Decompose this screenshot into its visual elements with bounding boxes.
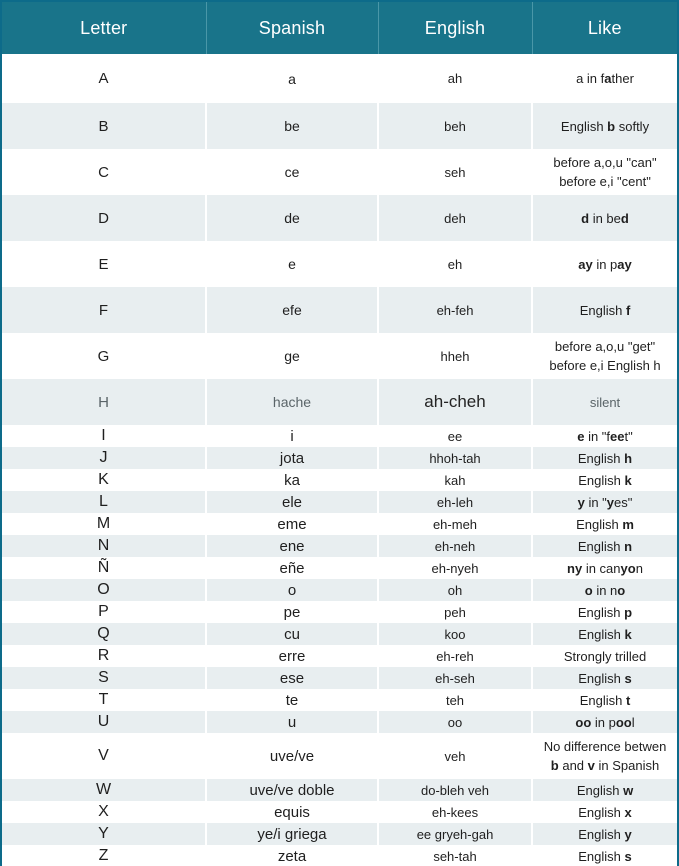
english-cell: veh bbox=[378, 733, 532, 779]
spanish-cell: efe bbox=[206, 287, 378, 333]
english-cell: eh-seh bbox=[378, 667, 532, 689]
letter-cell: C bbox=[2, 149, 206, 195]
letter-cell: X bbox=[2, 801, 206, 823]
like-line: b and v in Spanish bbox=[550, 758, 660, 773]
spanish-cell: hache bbox=[206, 379, 378, 425]
english-cell: eh-feh bbox=[378, 287, 532, 333]
table-row bbox=[2, 579, 677, 601]
spanish-cell: te bbox=[206, 689, 378, 711]
spanish-cell: erre bbox=[206, 645, 378, 667]
spanish-cell: ele bbox=[206, 491, 378, 513]
table-row bbox=[2, 447, 677, 469]
spanish-cell: uve/ve doble bbox=[206, 779, 378, 801]
letter-cell: F bbox=[2, 287, 206, 333]
english-cell: peh bbox=[378, 601, 532, 623]
table-row bbox=[2, 667, 677, 689]
english-cell: deh bbox=[378, 195, 532, 241]
spanish-cell: equis bbox=[206, 801, 378, 823]
letter-cell: I bbox=[2, 425, 206, 447]
like-cell bbox=[532, 333, 677, 379]
spanish-cell: eñe bbox=[206, 557, 378, 579]
english-cell: teh bbox=[378, 689, 532, 711]
like-cell bbox=[532, 513, 677, 535]
english-cell: seh-tah bbox=[378, 845, 532, 866]
letter-cell: S bbox=[2, 667, 206, 689]
like-cell bbox=[532, 711, 677, 733]
like-cell bbox=[532, 557, 677, 579]
letter-cell: U bbox=[2, 711, 206, 733]
like-line: before e,i "cent" bbox=[559, 174, 651, 189]
like-cell bbox=[532, 103, 677, 149]
table-row bbox=[2, 195, 677, 241]
english-cell: hheh bbox=[378, 333, 532, 379]
like-cell bbox=[532, 801, 677, 823]
english-cell: eh-neh bbox=[378, 535, 532, 557]
table-row bbox=[2, 845, 677, 866]
spanish-cell: uve/ve bbox=[206, 733, 378, 779]
like-cell bbox=[532, 425, 677, 447]
table-row bbox=[2, 601, 677, 623]
spanish-cell: ene bbox=[206, 535, 378, 557]
table-row bbox=[2, 425, 677, 447]
like-line: No difference betwen bbox=[543, 739, 667, 754]
like-line: oo in pool bbox=[575, 714, 635, 730]
spanish-cell: ka bbox=[206, 469, 378, 491]
like-cell bbox=[532, 379, 677, 425]
like-line: Strongly trilled bbox=[563, 648, 647, 664]
letter-cell: P bbox=[2, 601, 206, 623]
like-line: before a,o,u "get" bbox=[554, 339, 656, 354]
table-row bbox=[2, 241, 677, 287]
spanish-cell: eme bbox=[206, 513, 378, 535]
like-cell bbox=[532, 779, 677, 801]
spanish-cell: be bbox=[206, 103, 378, 149]
like-cell bbox=[532, 469, 677, 491]
like-line: silent bbox=[589, 394, 621, 410]
like-cell bbox=[532, 491, 677, 513]
english-cell: kah bbox=[378, 469, 532, 491]
table-row bbox=[2, 379, 677, 425]
table-row bbox=[2, 535, 677, 557]
english-cell: koo bbox=[378, 623, 532, 645]
table-body bbox=[2, 54, 677, 866]
like-line: English m bbox=[576, 516, 634, 532]
letter-cell: W bbox=[2, 779, 206, 801]
like-cell bbox=[532, 54, 677, 103]
letter-cell: Z bbox=[2, 845, 206, 866]
english-cell: eh-reh bbox=[378, 645, 532, 667]
header-letter: Letter bbox=[2, 2, 206, 54]
like-line: e in "feet" bbox=[577, 428, 633, 444]
letter-cell: V bbox=[2, 733, 206, 779]
spanish-cell: zeta bbox=[206, 845, 378, 866]
spanish-cell: e bbox=[206, 241, 378, 287]
like-line: ny in canyon bbox=[567, 560, 643, 576]
english-cell: do-bleh veh bbox=[378, 779, 532, 801]
like-line: English b softly bbox=[560, 118, 650, 134]
table-row bbox=[2, 733, 677, 779]
letter-cell: N bbox=[2, 535, 206, 557]
like-line: English x bbox=[578, 804, 632, 820]
letter-cell: M bbox=[2, 513, 206, 535]
header-english: English bbox=[378, 2, 532, 54]
table-row bbox=[2, 103, 677, 149]
english-cell: seh bbox=[378, 149, 532, 195]
like-cell bbox=[532, 287, 677, 333]
like-cell bbox=[532, 601, 677, 623]
like-cell bbox=[532, 535, 677, 557]
spanish-alphabet-table bbox=[2, 2, 677, 866]
letter-cell: T bbox=[2, 689, 206, 711]
like-cell bbox=[532, 241, 677, 287]
like-line: English p bbox=[577, 604, 633, 620]
table-row bbox=[2, 491, 677, 513]
english-cell: oo bbox=[378, 711, 532, 733]
english-cell: ee gryeh-gah bbox=[378, 823, 532, 845]
spanish-cell: u bbox=[206, 711, 378, 733]
like-line: English y bbox=[578, 826, 632, 842]
like-line: English n bbox=[577, 538, 633, 554]
spanish-cell: ye/i griega bbox=[206, 823, 378, 845]
like-line: English t bbox=[579, 692, 631, 708]
table-row bbox=[2, 149, 677, 195]
like-line: ay in pay bbox=[578, 256, 632, 272]
table-row bbox=[2, 645, 677, 667]
table-row bbox=[2, 513, 677, 535]
like-line: English w bbox=[576, 782, 634, 798]
like-line: English h bbox=[577, 450, 633, 466]
table-row bbox=[2, 333, 677, 379]
like-line: English k bbox=[578, 626, 632, 642]
letter-cell: Y bbox=[2, 823, 206, 845]
english-cell: oh bbox=[378, 579, 532, 601]
like-cell bbox=[532, 195, 677, 241]
letter-cell: D bbox=[2, 195, 206, 241]
spanish-cell: ce bbox=[206, 149, 378, 195]
like-cell bbox=[532, 579, 677, 601]
like-line: d in bed bbox=[581, 210, 629, 226]
english-cell: ee bbox=[378, 425, 532, 447]
table-row bbox=[2, 801, 677, 823]
letter-cell: A bbox=[2, 54, 206, 103]
like-line: English s bbox=[578, 848, 632, 864]
english-cell: eh-leh bbox=[378, 491, 532, 513]
spanish-cell: o bbox=[206, 579, 378, 601]
letter-cell: Q bbox=[2, 623, 206, 645]
like-line: o in no bbox=[584, 582, 626, 598]
like-line: a in father bbox=[576, 71, 634, 86]
like-cell bbox=[532, 149, 677, 195]
spanish-cell: ese bbox=[206, 667, 378, 689]
letter-cell: Ñ bbox=[2, 557, 206, 579]
letter-cell: R bbox=[2, 645, 206, 667]
spanish-cell: a bbox=[206, 54, 378, 103]
spanish-cell: cu bbox=[206, 623, 378, 645]
letter-cell: J bbox=[2, 447, 206, 469]
letter-cell: K bbox=[2, 469, 206, 491]
letter-cell: G bbox=[2, 333, 206, 379]
spanish-cell: ge bbox=[206, 333, 378, 379]
english-cell: ah bbox=[378, 54, 532, 103]
like-cell bbox=[532, 733, 677, 779]
table-header bbox=[2, 2, 677, 54]
like-cell bbox=[532, 823, 677, 845]
spanish-cell: jota bbox=[206, 447, 378, 469]
letter-cell: H bbox=[2, 379, 206, 425]
header-like: Like bbox=[532, 2, 677, 54]
spanish-cell: de bbox=[206, 195, 378, 241]
like-cell bbox=[532, 447, 677, 469]
header-spanish: Spanish bbox=[206, 2, 378, 54]
like-line: English f bbox=[579, 302, 631, 318]
spanish-cell: i bbox=[206, 425, 378, 447]
english-cell: eh-meh bbox=[378, 513, 532, 535]
table-row bbox=[2, 287, 677, 333]
english-cell: hhoh-tah bbox=[378, 447, 532, 469]
table-row bbox=[2, 54, 677, 103]
table-row bbox=[2, 711, 677, 733]
like-line: English k bbox=[578, 472, 632, 488]
letter-cell: E bbox=[2, 241, 206, 287]
spanish-cell: pe bbox=[206, 601, 378, 623]
header-row bbox=[2, 2, 677, 54]
letter-cell: O bbox=[2, 579, 206, 601]
english-cell: beh bbox=[378, 103, 532, 149]
table-row bbox=[2, 779, 677, 801]
like-cell bbox=[532, 689, 677, 711]
table-row bbox=[2, 469, 677, 491]
like-cell bbox=[532, 645, 677, 667]
like-cell bbox=[532, 623, 677, 645]
letter-cell: B bbox=[2, 103, 206, 149]
table-row bbox=[2, 557, 677, 579]
like-line: English s bbox=[578, 670, 632, 686]
like-line: before a,o,u "can" bbox=[553, 155, 657, 170]
table-row bbox=[2, 823, 677, 845]
english-cell: eh bbox=[378, 241, 532, 287]
like-cell bbox=[532, 667, 677, 689]
letter-cell: L bbox=[2, 491, 206, 513]
like-cell bbox=[532, 845, 677, 866]
like-line: before e,i English h bbox=[549, 358, 661, 373]
english-cell: eh-kees bbox=[378, 801, 532, 823]
like-line: y in "yes" bbox=[577, 494, 633, 510]
english-cell: ah-cheh bbox=[378, 379, 532, 425]
table-row bbox=[2, 689, 677, 711]
table-row bbox=[2, 623, 677, 645]
english-cell: eh-nyeh bbox=[378, 557, 532, 579]
